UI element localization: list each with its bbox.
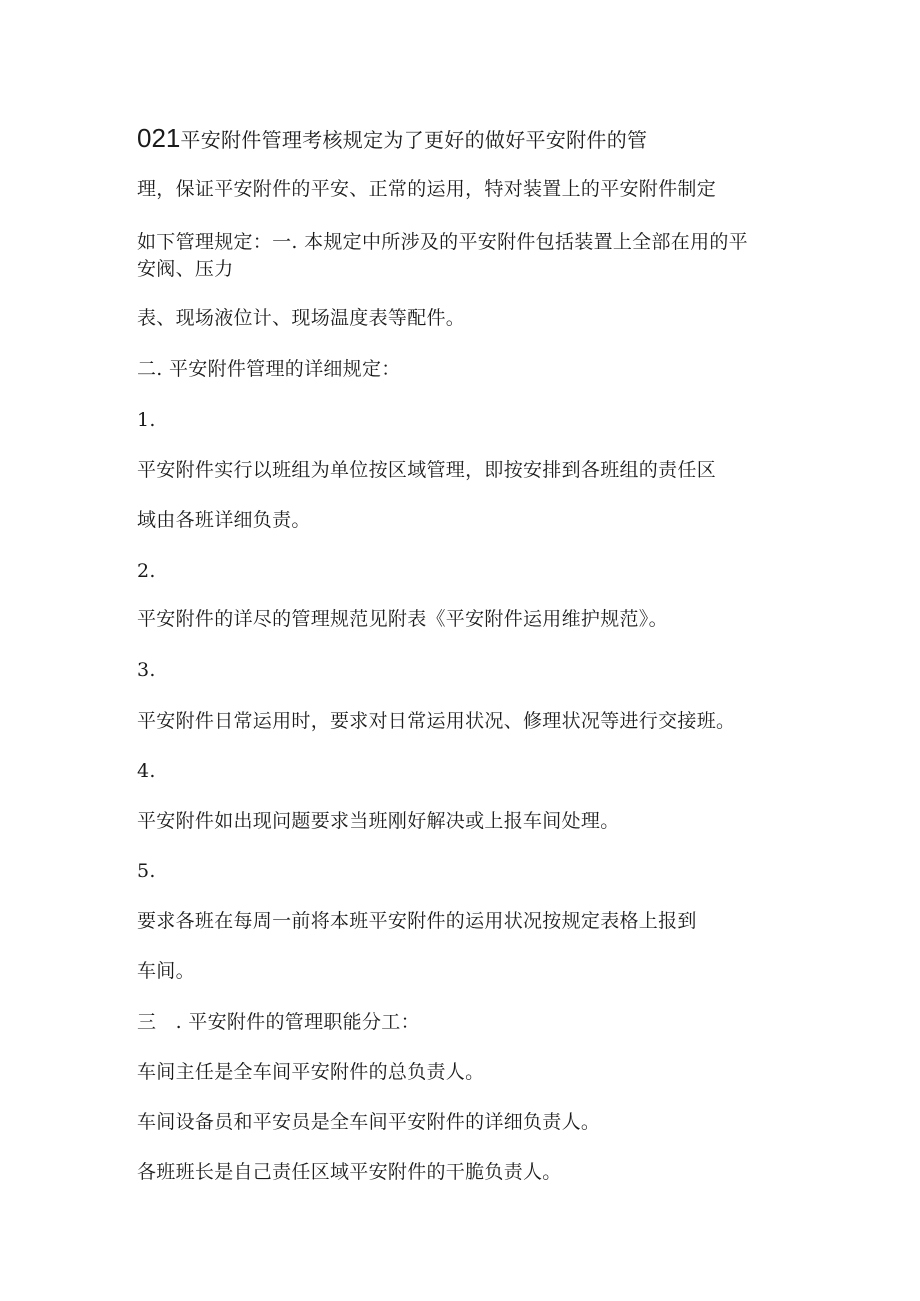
paragraph-line: 车间。: [137, 960, 195, 982]
paragraph-line: 平安附件实行以班组为单位按区域管理，即按安排到各班组的责任区: [137, 459, 717, 481]
document-title: 平安附件管理考核规定为了更好的做好平安附件的管: [180, 128, 648, 152]
paragraph-line: 理，保证平安附件的平安、正常的运用，特对装置上的平安附件制定: [137, 178, 717, 200]
list-number: 1.: [137, 409, 156, 431]
paragraph-line: 表、现场液位计、现场温度表等配件。: [137, 307, 466, 329]
paragraph-line: 要求各班在每周一前将本班平安附件的运用状况按规定表格上报到: [137, 910, 697, 932]
paragraph-line: 平安附件如出现问题要求当班刚好解决或上报车间处理。: [137, 810, 620, 832]
list-number: 4.: [137, 760, 156, 782]
list-number: 5.: [137, 860, 156, 882]
paragraph-line: 各班班长是自己责任区域平安附件的干脆负责人。: [137, 1161, 562, 1183]
paragraph-line: 如下管理规定：一. 本规定中所涉及的平安附件包括装置上全部在用的平: [137, 231, 748, 253]
list-number: 2.: [137, 560, 156, 582]
section-heading: 二. 平安附件管理的详细规定：: [137, 358, 401, 380]
section-heading: 三 . 平安附件的管理职能分工：: [137, 1011, 420, 1033]
list-number: 3.: [137, 659, 156, 681]
paragraph-line: 平安附件的详尽的管理规范见附表《平安附件运用维护规范》。: [137, 608, 668, 630]
paragraph-line: 平安附件日常运用时，要求对日常运用状况、修理状况等进行交接班。: [137, 710, 736, 732]
document-number: 021: [137, 123, 181, 153]
paragraph-line: 域由各班详细负责。: [137, 509, 311, 531]
document-title-line: [137, 123, 648, 153]
paragraph-line: 车间设备员和平安员是全车间平安附件的详细负责人。: [137, 1111, 601, 1133]
paragraph-line: 安阀、压力: [137, 258, 234, 280]
paragraph-line: 车间主任是全车间平安附件的总负责人。: [137, 1061, 485, 1083]
